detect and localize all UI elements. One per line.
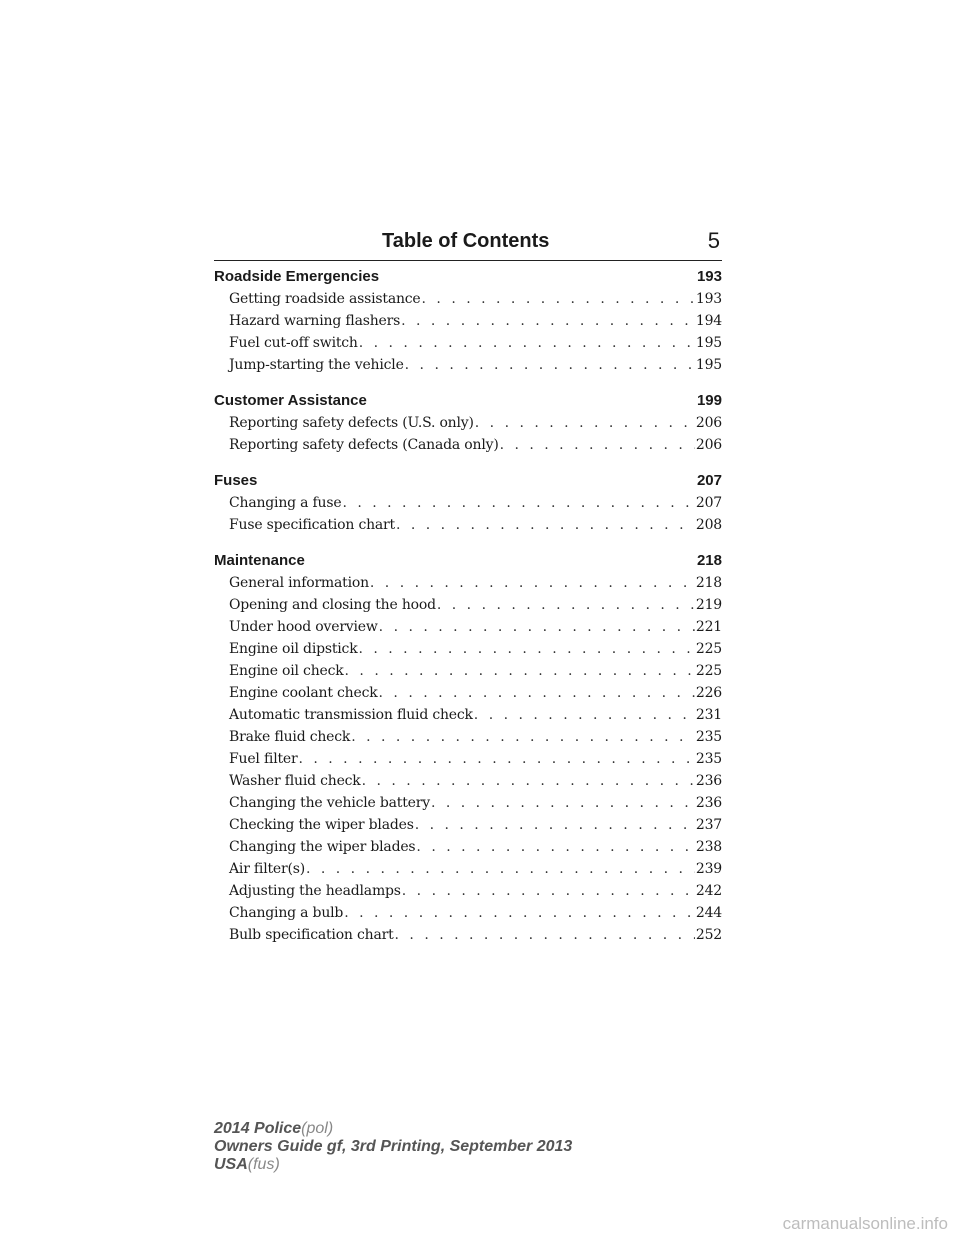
entry-page: 252 (695, 927, 722, 943)
toc-section (214, 466, 722, 536)
entry-title: Under hood overview (229, 619, 378, 635)
toc-entry[interactable] (214, 836, 722, 858)
toc-entry[interactable] (214, 638, 722, 660)
toc-entry[interactable] (214, 288, 722, 310)
dot-leader (431, 792, 695, 814)
entry-page: 208 (695, 517, 722, 533)
section-title: Maintenance (214, 552, 305, 569)
toc-section (214, 386, 722, 456)
dot-leader (416, 836, 694, 858)
toc-entry[interactable] (214, 748, 722, 770)
dot-leader (344, 902, 695, 924)
entry-page: 235 (695, 729, 722, 745)
watermark: carmanualsonline.info (782, 1214, 948, 1233)
toc-entry[interactable] (214, 572, 722, 594)
entry-title: Fuel cut-off switch (229, 335, 358, 351)
table-of-contents (214, 262, 722, 956)
entry-page: 236 (695, 773, 722, 789)
entry-title: Fuse specification chart (229, 517, 395, 533)
entry-page: 231 (695, 707, 722, 723)
entry-title: Hazard warning flashers (229, 313, 401, 329)
entry-title: Jump-starting the vehicle (229, 357, 404, 373)
section-page: 193 (696, 268, 722, 285)
section-title: Roadside Emergencies (214, 268, 380, 285)
entry-page: 235 (695, 751, 722, 767)
dot-leader (342, 492, 694, 514)
toc-entry[interactable] (214, 902, 722, 924)
dot-leader (306, 858, 695, 880)
toc-entry[interactable] (214, 412, 722, 434)
dot-leader (396, 514, 695, 536)
section-page: 207 (696, 472, 722, 489)
entry-title: Changing the wiper blades (229, 839, 416, 855)
toc-entry[interactable] (214, 924, 722, 946)
toc-section (214, 546, 722, 946)
toc-entry[interactable] (214, 814, 722, 836)
dot-leader (395, 924, 695, 946)
entry-page: 194 (695, 313, 722, 329)
entry-page: 238 (695, 839, 722, 855)
entry-title: Changing a fuse (229, 495, 342, 511)
entry-page: 225 (695, 663, 722, 679)
entry-title: Automatic transmission fluid check (229, 707, 473, 723)
entry-page: 236 (695, 795, 722, 811)
entry-page: 218 (695, 575, 722, 591)
entry-title: Air filter(s) (229, 861, 305, 877)
page-number: 5 (707, 228, 720, 253)
entry-title: Checking the wiper blades (229, 817, 414, 833)
entry-title: Reporting safety defects (Canada only) (229, 437, 499, 453)
toc-section-heading[interactable] (214, 466, 722, 492)
section-page: 218 (696, 552, 722, 569)
toc-section (214, 262, 722, 376)
section-title: Fuses (214, 472, 258, 489)
entry-page: 195 (695, 357, 722, 373)
toc-entry[interactable] (214, 514, 722, 536)
toc-entry[interactable] (214, 434, 722, 456)
entry-title: Engine coolant check (229, 685, 378, 701)
dot-leader (345, 660, 695, 682)
dot-leader (370, 572, 695, 594)
dot-leader (359, 332, 695, 354)
toc-section-heading[interactable] (214, 386, 722, 412)
dot-leader (475, 412, 695, 434)
dot-leader (405, 354, 695, 376)
entry-page: 225 (695, 641, 722, 657)
entry-title: Brake fluid check (229, 729, 351, 745)
toc-entry[interactable] (214, 310, 722, 332)
toc-entry[interactable] (214, 880, 722, 902)
toc-entry[interactable] (214, 492, 722, 514)
toc-entry[interactable] (214, 682, 722, 704)
entry-title: Changing the vehicle battery (229, 795, 430, 811)
footer-line-3: USA(fus) (214, 1156, 280, 1173)
toc-entry[interactable] (214, 858, 722, 880)
entry-page: 193 (695, 291, 722, 307)
entry-title: Changing a bulb (229, 905, 344, 921)
toc-entry[interactable] (214, 704, 722, 726)
entry-title: Washer fluid check (229, 773, 361, 789)
entry-page: 195 (695, 335, 722, 351)
footer-line-2: Owners Guide gf, 3rd Printing, September 2013 (214, 1138, 573, 1155)
entry-title: Fuel filter (229, 751, 298, 767)
entry-page: 206 (695, 437, 722, 453)
toc-entry[interactable] (214, 594, 722, 616)
toc-entry[interactable] (214, 354, 722, 376)
toc-entry[interactable] (214, 726, 722, 748)
entry-title: Reporting safety defects (U.S. only) (229, 415, 474, 431)
toc-section-heading[interactable] (214, 546, 722, 572)
toc-section-heading[interactable] (214, 262, 722, 288)
dot-leader (379, 616, 695, 638)
dot-leader (402, 880, 695, 902)
toc-entry[interactable] (214, 770, 722, 792)
footer-line-1: 2014 Police(pol) (214, 1120, 334, 1137)
dot-leader (500, 434, 695, 456)
entry-title: Getting roadside assistance (229, 291, 421, 307)
dot-leader (474, 704, 695, 726)
entry-page: 219 (695, 597, 722, 613)
footer (214, 1120, 572, 1174)
toc-entry[interactable] (214, 660, 722, 682)
dot-leader (358, 638, 694, 660)
page-header (214, 226, 722, 261)
dot-leader (351, 726, 695, 748)
toc-entry[interactable] (214, 792, 722, 814)
entry-title: Adjusting the headlamps (229, 883, 401, 899)
dot-leader (362, 770, 695, 792)
page-title: Table of Contents (382, 230, 550, 252)
dot-leader (437, 594, 695, 616)
entry-page: 207 (695, 495, 722, 511)
dot-leader (379, 682, 695, 704)
toc-entry[interactable] (214, 616, 722, 638)
entry-page: 221 (695, 619, 722, 635)
entry-title: Bulb specification chart (229, 927, 394, 943)
toc-entry[interactable] (214, 332, 722, 354)
dot-leader (401, 310, 695, 332)
dot-leader (422, 288, 695, 310)
entry-page: 226 (695, 685, 722, 701)
entry-title: Opening and closing the hood (229, 597, 436, 613)
dot-leader (298, 748, 694, 770)
entry-title: Engine oil dipstick (229, 641, 358, 657)
entry-title: General information (229, 575, 369, 591)
section-page: 199 (696, 392, 722, 409)
entry-page: 244 (695, 905, 722, 921)
dot-leader (415, 814, 695, 836)
entry-title: Engine oil check (229, 663, 344, 679)
section-title: Customer Assistance (214, 392, 367, 409)
entry-page: 237 (695, 817, 722, 833)
entry-page: 206 (695, 415, 722, 431)
entry-page: 242 (695, 883, 722, 899)
entry-page: 239 (695, 861, 722, 877)
